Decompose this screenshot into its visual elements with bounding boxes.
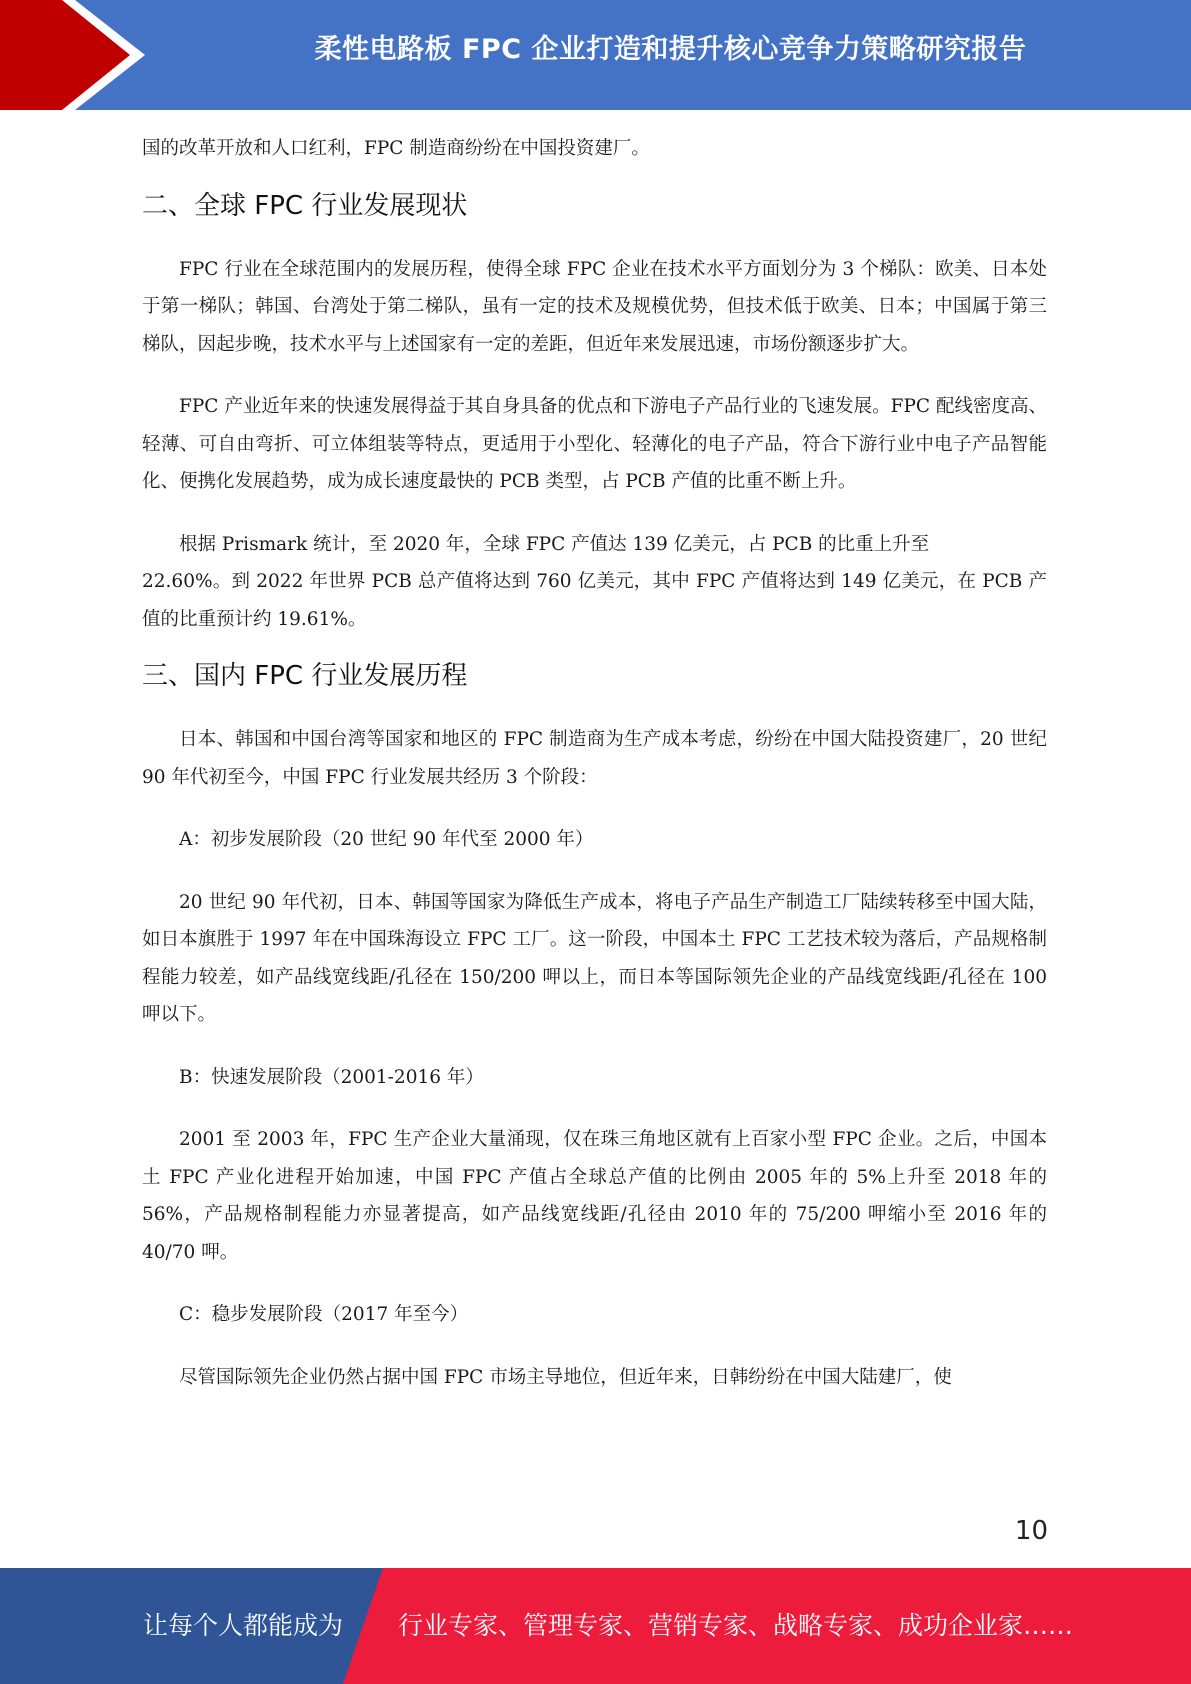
paragraph: FPC 产业近年来的快速发展得益于其自身具备的优点和下游电子产品行业的飞速发展。FPC 配线密度高、轻薄、可自由弯折、可立体组装等特点，更适用于小型化、轻薄化的电子产品，符合下游行业中电子产品智能化、便携化发展趋势，成为成长速度最快的 PCB 类型，占 PCB 产值的比重不断上升。 [142,396,1047,492]
paragraph: 尽管国际领先企业仍然占据中国 FPC 市场主导地位，但近年来，日韩纷纷在中国大陆建厂，使 [179,1366,952,1388]
page-footer [0,1568,1191,1684]
header-title: 柔性电路板 FPC 企业打造和提升核心竞争力策略研究报告 [314,34,1027,65]
section-heading: 三、国内 FPC 行业发展历程 [142,661,468,691]
stage-label: A：初步发展阶段（20 世纪 90 年代至 2000 年） [179,829,594,850]
paragraph: 国的改革开放和人口红利，FPC 制造商纷纷在中国投资建厂。 [142,138,650,159]
stage-label: C：稳步发展阶段（2017 年至今） [179,1304,469,1325]
paragraph: FPC 行业在全球范围内的发展历程，使得全球 FPC 企业在技术水平方面划分为 3 个梯队：欧美、日本处于第一梯队；韩国、台湾处于第二梯队，虽有一定的技术及规模优势，但技术低于欧美、日本；中国属于第三梯队，因起步晚，技术水平与上述国家有一定的差距，但近年来发展迅速，市场份额逐步扩大。 [142,258,1047,355]
page-header [0,0,1191,110]
paragraph: 2001 至 2003 年，FPC 生产企业大量涌现，仅在珠三角地区就有上百家小型 FPC 企业。之后，中国本土 FPC 产业化进程开始加速，中国 FPC 产值占全球总产值的比例由 2005 年的 5%上升至 2018 年的 56%，产品规格制程能力亦显著提高，如产品线宽线距/孔径由 2010 年的 75/200 呷缩小至 2016 年的 40/70 呷。 [142,1129,1047,1263]
paragraph: 22.60%。到 2022 年世界 PCB 总产值将达到 760 亿美元，其中 FPC 产值将达到 149 亿美元，在 PCB 产值的比重预计约 19.61%。 [142,571,1047,630]
paragraph: 根据 Prismark 统计，至 2020 年，全球 FPC 产值达 139 亿美元，占 PCB 的比重上升至 [179,533,930,555]
header-arrow-icon [0,0,160,110]
document-body [142,130,1047,1396]
paragraph: 日本、韩国和中国台湾等国家和地区的 FPC 制造商为生产成本考虑，纷纷在中国大陆投资建厂，20 世纪 90 年代初至今，中国 FPC 行业发展共经历 3 个阶段： [142,729,1047,788]
page-number: 10 [1014,1516,1048,1546]
footer-slogan-left: 让每个人都能成为 [143,1611,344,1640]
paragraph: 20 世纪 90 年代初，日本、韩国等国家为降低生产成本，将电子产品生产制造工厂陆续转移至中国大陆，如日本旗胜于 1997 年在中国珠海设立 FPC 工厂。这一阶段，中国本土 FPC 工艺技术较为落后，产品规格制程能力较差，如产品线宽线距/孔径在 150/200 呷以上，而日本等国际领先企业的产品线宽线距/孔径在 100 呷以下。 [142,891,1047,1025]
stage-label: B：快速发展阶段（2001-2016 年） [179,1066,484,1088]
section-heading: 二、全球 FPC 行业发展现状 [142,190,468,221]
footer-slogan-right: 行业专家、管理专家、营销专家、战略专家、成功企业家…… [398,1611,1074,1640]
